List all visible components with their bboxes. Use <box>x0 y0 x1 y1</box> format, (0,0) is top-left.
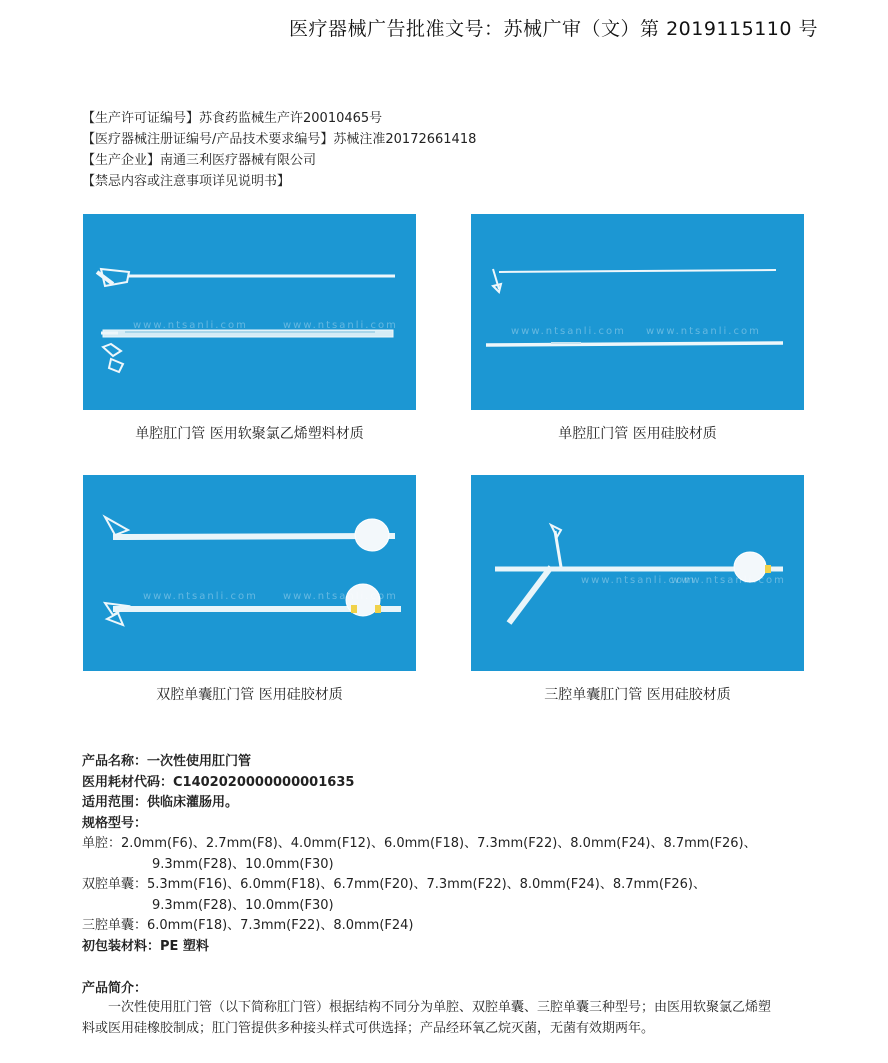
double-lumen-sizes: 双腔单囊：5.3mm(F16)、6.0mm(F18)、6.7mm(F20)、7.3mm(F22)、8.0mm(F24)、8.7mm(F26)、 <box>82 877 706 892</box>
manufacturer: 【生产企业】南通三利医疗器械有限公司 <box>82 153 317 168</box>
watermark: www.ntsanli.com <box>581 575 696 586</box>
product-photo-silicone-single-lumen <box>471 214 804 410</box>
caption-pvc-single-lumen: 单腔肛门管 医用软聚氯乙烯塑料材质 <box>135 426 364 442</box>
watermark: www.ntsanli.com <box>133 320 248 331</box>
watermark: www.ntsanli.com <box>283 591 398 602</box>
contraindication-note: 【禁忌内容或注意事项详见说明书】 <box>82 174 291 189</box>
single-lumen-sizes-cont: 9.3mm(F28)、10.0mm(F30) <box>152 856 334 872</box>
watermark: www.ntsanli.com <box>143 591 258 602</box>
registration-number: 【医疗器械注册证编号/产品技术要求编号】苏械注准20172661418 <box>82 132 477 147</box>
production-license: 【生产许可证编号】苏食药监械生产许20010465号 <box>82 111 383 126</box>
product-photo-pvc-single-lumen <box>83 214 416 410</box>
watermark: www.ntsanli.com <box>646 326 761 337</box>
approval-number: 医疗器械广告批准文号：苏械广审（文）第 2019115110 号 <box>289 18 818 40</box>
license-info <box>82 108 476 192</box>
watermark: www.ntsanli.com <box>671 575 786 586</box>
watermark: www.ntsanli.com <box>511 326 626 337</box>
product-specs <box>82 752 757 957</box>
product-photo-triple-lumen-balloon <box>471 475 804 671</box>
single-lumen-sizes: 单腔：2.0mm(F6)、2.7mm(F8)、4.0mm(F12)、6.0mm(F18)、7.3mm(F22)、8.0mm(F24)、8.7mm(F26)、 <box>82 836 757 851</box>
packaging-material: 初包装材料：PE 塑料 <box>82 938 209 954</box>
scope-of-use: 适用范围：供临床灌肠用。 <box>82 795 239 810</box>
intro-title: 产品简介： <box>82 981 148 996</box>
double-lumen-sizes-cont: 9.3mm(F28)、10.0mm(F30) <box>152 897 334 913</box>
triple-lumen-sizes: 三腔单囊：6.0mm(F18)、7.3mm(F22)、8.0mm(F24) <box>82 918 414 933</box>
product-name: 产品名称：一次性使用肛门管 <box>82 754 252 769</box>
caption-double-lumen-balloon: 双腔单囊肛门管 医用硅胶材质 <box>156 687 343 703</box>
model-title: 规格型号： <box>82 815 148 831</box>
intro-body: 一次性使用肛门管（以下简称肛门管）根据结构不同分为单腔、双腔单囊、三腔单囊三种型号；由医用软聚氯乙烯塑料或医用硅橡胶制成；肛门管提供多种接头样式可供选择；产品经环氧乙烷灭菌，无菌有效期两年。 <box>82 1000 772 1036</box>
consumable-code: 医用耗材代码：C1402020000000001635 <box>82 774 355 790</box>
caption-triple-lumen-balloon: 三腔单囊肛门管 医用硅胶材质 <box>544 687 731 703</box>
product-photo-double-lumen-balloon <box>83 475 416 671</box>
caption-silicone-single-lumen: 单腔肛门管 医用硅胶材质 <box>558 426 717 442</box>
watermark: www.ntsanli.com <box>283 320 398 331</box>
